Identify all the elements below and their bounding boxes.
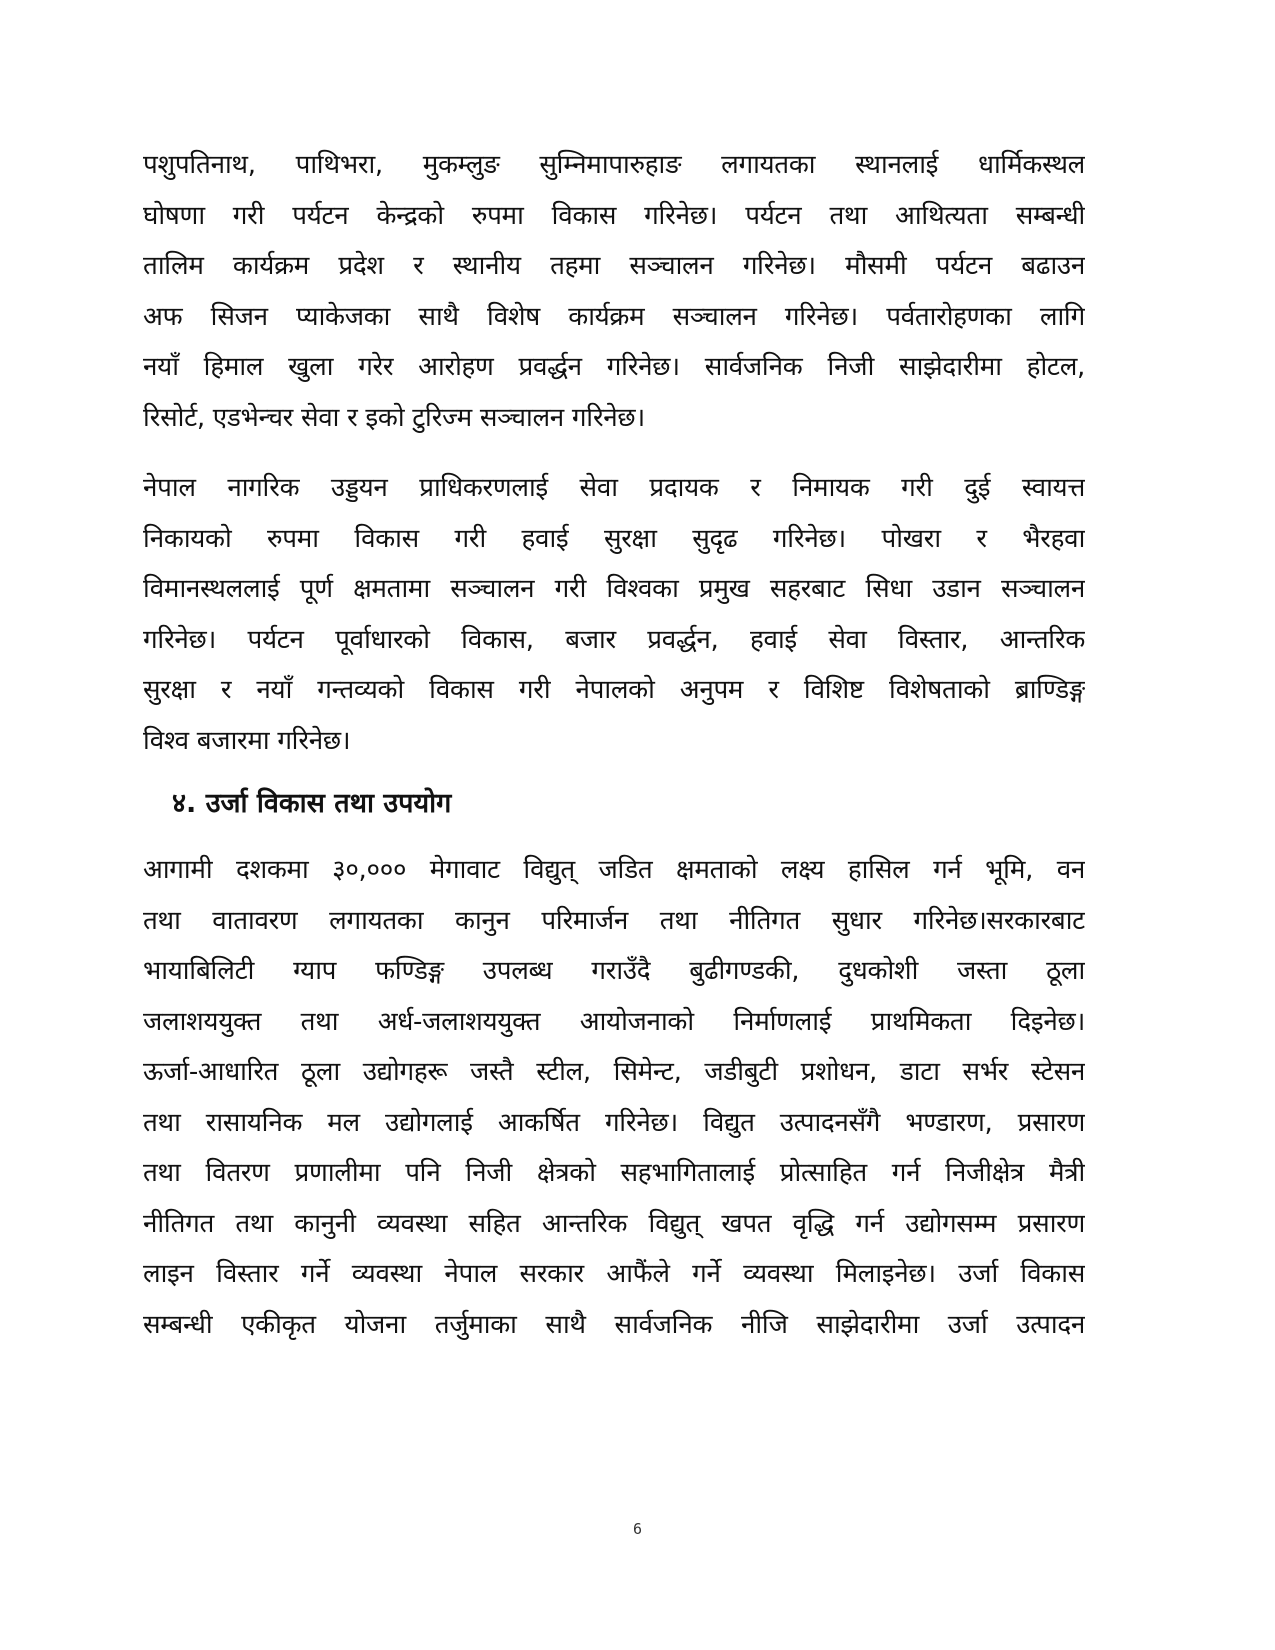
text-line: रिसोर्ट, एडभेन्चर सेवा र इको टुरिज्म सञ्चालन गरिनेछ। (143, 402, 645, 433)
text-line: तथा रासायनिक मल उद्योगलाई आकर्षित गरिनेछ। विद्युत उत्पादनसँगै भण्डारण, प्रसारण (143, 1107, 1085, 1138)
section-heading: ४. उर्जा विकास तथा उपयोग (172, 788, 452, 819)
paragraph-civil-aviation (143, 463, 1085, 766)
text-line: नेपाल नागरिक उड्डयन प्राधिकरणलाई सेवा प्रदायक र निमायक गरी दुई स्वायत्त (143, 473, 1085, 503)
text-line: तालिम कार्यक्रम प्रदेश र स्थानीय तहमा सञ्चालन गरिनेछ। मौसमी पर्यटन बढाउन (143, 251, 1085, 281)
text-line: आगामी दशकमा ३०,००० मेगावाट विद्युत् जडित क्षमताको लक्ष्य हासिल गर्न भूमि, वन (143, 855, 1085, 885)
paragraph-energy-development (143, 845, 1085, 1350)
text-line: ऊर्जा-आधारित ठूला उद्योगहरू जस्तै स्टील, सिमेन्ट, जडीबुटी प्रशोधन, डाटा सर्भर स्टेसन (143, 1057, 1085, 1087)
text-line: नयाँ हिमाल खुला गरेर आरोहण प्रवर्द्धन गरिनेछ। सार्वजनिक निजी साझेदारीमा होटल, (143, 352, 1085, 382)
text-line: विश्व बजारमा गरिनेछ। (143, 725, 351, 756)
text-line: पशुपतिनाथ, पाथिभरा, मुकम्लुङ सुम्निमापारुहाङ लगायतका स्थानलाई धार्मिकस्थल (143, 150, 1085, 180)
text-line: तथा वितरण प्रणालीमा पनि निजी क्षेत्रको सहभागितालाई प्रोत्साहित गर्न निजीक्षेत्र मैत्री (143, 1158, 1085, 1188)
text-line: जलाशययुक्त तथा अर्ध-जलाशययुक्त आयोजनाको निर्माणलाई प्राथमिकता दिइनेछ। (143, 1006, 1085, 1037)
text-line: विमानस्थललाई पूर्ण क्षमतामा सञ्चालन गरी विश्वका प्रमुख सहरबाट सिधा उडान सञ्चालन (143, 574, 1085, 604)
text-line: तथा वातावरण लगायतका कानुन परिमार्जन तथा नीतिगत सुधार गरिनेछ।सरकारबाट (143, 905, 1085, 936)
text-line: लाइन विस्तार गर्ने व्यवस्था नेपाल सरकार आफैंले गर्ने व्यवस्था मिलाइनेछ। उर्जा विकास (143, 1259, 1085, 1289)
page-number: 6 (632, 1520, 643, 1538)
text-line: निकायको रुपमा विकास गरी हवाई सुरक्षा सुदृढ गरिनेछ। पोखरा र भैरहवा (143, 523, 1085, 554)
text-line: घोषणा गरी पर्यटन केन्द्रको रुपमा विकास गरिनेछ। पर्यटन तथा आथित्यता सम्बन्धी (143, 200, 1085, 231)
text-line: गरिनेछ। पर्यटन पूर्वाधारको विकास, बजार प्रवर्द्धन, हवाई सेवा विस्तार, आन्तरिक (143, 624, 1085, 655)
text-line: भायाबिलिटी ग्याप फण्डिङ्ग उपलब्ध गराउँदै बुढीगण्डकी, दुधकोशी जस्ता ठूला (143, 956, 1085, 986)
text-line: सुरक्षा र नयाँ गन्तव्यको विकास गरी नेपालको अनुपम र विशिष्ट विशेषताको ब्राण्डिङ्ग (143, 675, 1085, 705)
paragraph-tourism-development (143, 140, 1085, 443)
text-line: सम्बन्धी एकीकृत योजना तर्जुमाका साथै सार्वजनिक नीजि साझेदारीमा उर्जा उत्पादन (143, 1309, 1085, 1340)
text-line: अफ सिजन प्याकेजका साथै विशेष कार्यक्रम सञ्चालन गरिनेछ। पर्वतारोहणका लागि (143, 301, 1085, 332)
text-line: नीतिगत तथा कानुनी व्यवस्था सहित आन्तरिक विद्युत् खपत वृद्धि गर्न उद्योगसम्म प्रसारण (143, 1208, 1085, 1239)
